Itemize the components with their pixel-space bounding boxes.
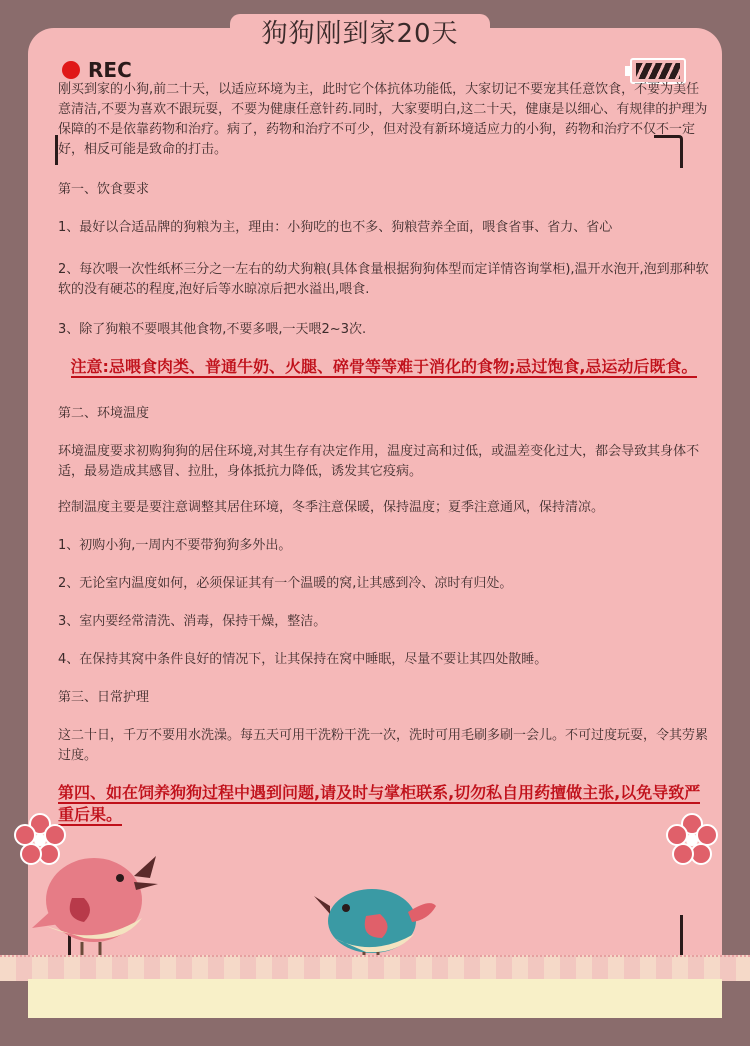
decorative-border [0, 955, 750, 981]
feeding-warning: 注意:忌喂食肉类、普通牛奶、火腿、碎骨等等难于消化的食物;忌过饱食,忌运动后既食。 [70, 357, 698, 376]
rec-indicator [62, 58, 132, 82]
section2-para-1: 环境温度要求初购狗狗的居住环境,对其生存有决定作用，温度过高和过低，或温差变化过大，都会导致其身体不适，最易造成其感冒、拉肚，身体抵抗力降低，诱发其它疫病。 [58, 444, 700, 479]
article-body [58, 80, 710, 826]
record-dot-icon [62, 61, 80, 79]
section1-heading: 第一、饮食要求 [58, 182, 150, 197]
section4-warning: 第四、如在饲养狗狗过程中遇到问题,请及时与掌柜联系,切勿私自用药擅做主张,以免导致严重后果。 [58, 783, 701, 824]
section1-item-1: 1、最好以合适品牌的狗粮为主，理由：小狗吃的也不多、狗粮营养全面，喂食省事、省力、省心 [58, 220, 613, 235]
page-title: 狗狗刚到家20天 [230, 14, 490, 54]
flower-right-icon [664, 812, 720, 868]
section2-para-2: 控制温度主要是要注意调整其居住环境，冬季注意保暖，保持温度；夏季注意通风，保持清凉。 [58, 500, 605, 515]
section2-item-3: 3、室内要经常清洗、消毒，保持干燥，整洁。 [58, 614, 327, 629]
section3-para: 这二十日，千万不要用水洗澡。每五天可用干洗粉干洗一次，洗时可用毛刷多刷一会儿。不可过度玩耍，令其劳累过度。 [58, 728, 709, 763]
section2-item-2: 2、无论室内温度如何，必须保证其有一个温暖的窝,让其感到冷、凉时有归处。 [58, 576, 513, 591]
section2-item-1: 1、初购小狗,一周内不要带狗狗多外出。 [58, 538, 292, 553]
intro-paragraph: 刚买到家的小狗,前二十天，以适应环境为主，此时它个体抗体功能低，大家切记不要宠其任意饮食，不要为美任意清洁,不要为喜欢不跟玩耍，不要为健康任意针药.同时，大家要明白,这二十天，健康是以细心、有规律的护理为保障的不是依靠药物和治疗。病了，药物和治疗不可少，但对没有新环境适应力的小狗，药物和治疗不仅不一定好，相反可能是致命的打击。 [58, 82, 708, 157]
floor-strip [28, 979, 722, 1018]
rec-label: REC [88, 58, 132, 82]
section1-item-3: 3、除了狗粮不要喂其他食物,不要多喂,一天喂2~3次. [58, 322, 367, 337]
section2-heading: 第二、环境温度 [58, 406, 150, 421]
section1-item-2: 2、每次喂一次性纸杯三分之一左右的幼犬狗粮(具体食量根据狗狗体型而定详情咨询掌柜),温开水泡开,泡到那种软软的没有硬芯的程度,泡好后等水晾凉后把水溢出,喂食. [58, 262, 709, 297]
section2-item-4: 4、在保持其窝中条件良好的情况下，让其保持在窝中睡眠，尽量不要让其四处散睡。 [58, 652, 548, 667]
section3-heading: 第三、日常护理 [58, 690, 150, 705]
pink-bird-icon [24, 838, 164, 968]
